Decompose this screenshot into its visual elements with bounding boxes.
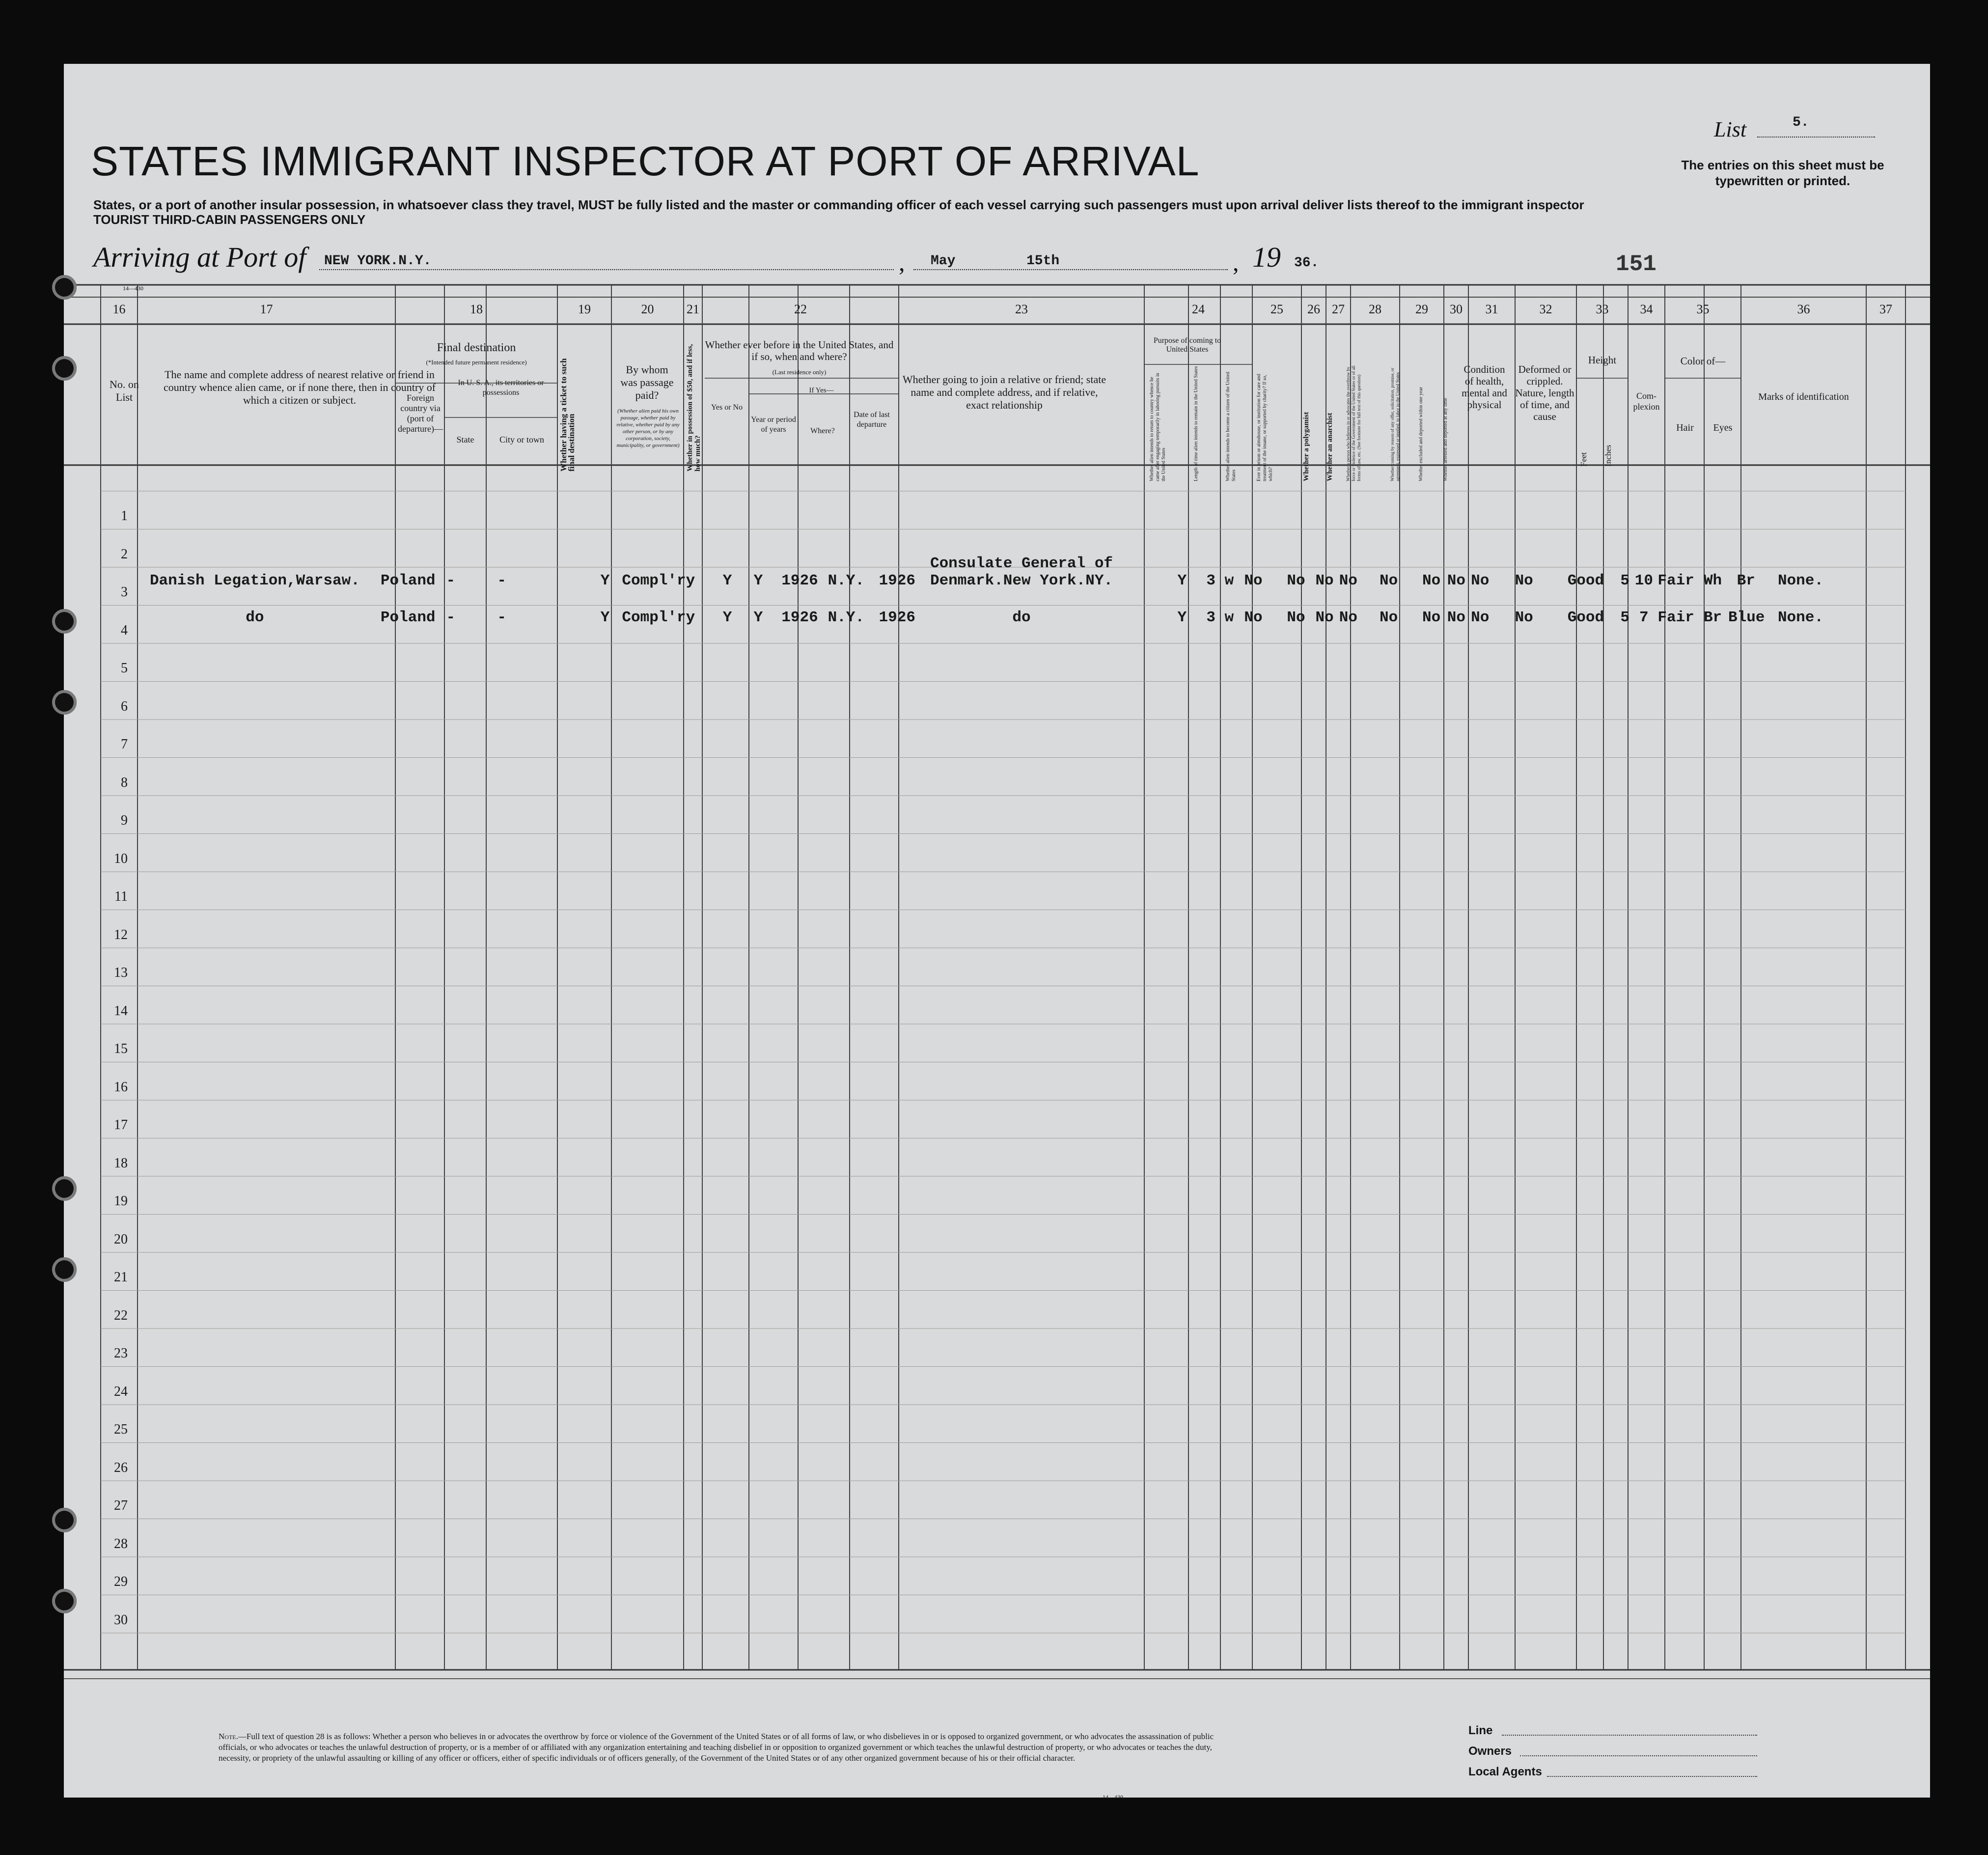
form-code-top: 14—430 (123, 285, 143, 292)
year-cell: 1926 (781, 572, 818, 589)
relative-cell: Danish Legation,Warsaw. (149, 572, 360, 589)
row-number: 21 (114, 1270, 128, 1285)
header-length: Length of time alien intends to remain in the United States (1193, 366, 1199, 481)
binder-hole-5 (52, 1176, 77, 1201)
binder-hole-8 (52, 1589, 77, 1613)
list-label: List (1714, 117, 1747, 141)
header-no-on-list: No. on List (110, 378, 139, 403)
binder-hole-7 (52, 1508, 77, 1532)
anarchist-cell: No (1339, 572, 1357, 589)
hair-cell: Wh (1703, 572, 1722, 589)
money-cell: Y (722, 609, 732, 626)
header-relative-address: The name and complete address of nearest relative or friend in country whence alien came, or if none there, then in country of which a citizen or subject. (163, 368, 436, 406)
return-cell: Y (1177, 572, 1187, 589)
header-subtitle: States, or a port of another insular possession, in whatsoever class they travel, MUST be fully listed and the master or commanding officer of each vessel carrying such passengers must upon arrival deliver lists thereof to the immigrant inspector (93, 197, 1584, 212)
departure-cell: 1926 (879, 572, 915, 589)
return-cell: Y (1177, 609, 1187, 626)
row-number: 3 (121, 584, 128, 600)
row-number: 5 (121, 661, 128, 676)
binder-hole-6 (52, 1257, 77, 1282)
overthrow-cell: No (1379, 572, 1398, 589)
arrested-cell: No (1471, 572, 1490, 589)
row-number: 15 (114, 1041, 128, 1056)
header-purpose: Purpose of coming to United States (1153, 336, 1221, 354)
column-number: 16 (112, 302, 126, 316)
header-arrested: Whether arrested and deported at any time (1443, 398, 1448, 481)
row-number: 19 (114, 1193, 128, 1209)
header-yes-no: Yes or No (711, 403, 743, 412)
header-final-destination-sub: (*Intended future permanent residence) (426, 359, 527, 366)
column-number: 17 (260, 302, 273, 316)
anarchist-cell: No (1339, 609, 1357, 626)
manifest-grid (64, 64, 1930, 1798)
class-line: TOURIST THIRD-CABIN PASSENGERS ONLY (93, 212, 366, 227)
manifest-sheet (64, 64, 1930, 1798)
row-number: 27 (114, 1498, 128, 1513)
header-year-period: Year or period of years (751, 415, 796, 434)
header-hair: Hair (1676, 422, 1694, 433)
row-number: 8 (121, 775, 128, 790)
owners-underline (1520, 1755, 1757, 1756)
inches-cell: 7 (1639, 609, 1649, 626)
header-eyes: Eyes (1713, 422, 1733, 433)
excluded-cell: No (1447, 572, 1465, 589)
header-inches: Inches (1603, 444, 1613, 467)
country-cell: Poland (380, 609, 436, 626)
deformed-cell: Good (1567, 609, 1604, 626)
column-number: 26 (1307, 302, 1320, 316)
relative-cell: do (246, 609, 264, 626)
header-ever-before: Whether ever before in the United States, and if so, when and where? (705, 339, 894, 362)
before-cell: Y (753, 609, 763, 626)
row-number: 23 (114, 1346, 128, 1361)
column-number: 27 (1332, 302, 1345, 316)
row-number: 7 (121, 737, 128, 752)
header-color-of: Color of— (1680, 355, 1726, 367)
column-number: 20 (641, 302, 654, 316)
header-offer: Whether coming by reason of any offer, solicitation, promise, or agreement, expressed or implied, to labor in the United States (1390, 367, 1400, 481)
column-number: 34 (1640, 302, 1653, 316)
header-date-departure: Date of last departure (854, 411, 890, 429)
column-number: 19 (578, 302, 591, 316)
row-number: 6 (121, 698, 128, 714)
city-cell: - (497, 572, 507, 589)
state-cell: - (446, 572, 456, 589)
binder-hole-4 (52, 690, 77, 715)
departure-cell: 1926 (879, 609, 915, 626)
row-number: 13 (114, 965, 128, 980)
row-number: 4 (121, 622, 128, 638)
offer-cell: No (1422, 572, 1441, 589)
line-label: Line (1468, 1724, 1493, 1737)
header-joining: Whether going to join a relative or friend; state name and complete address, and if relative, exact relationship (902, 373, 1106, 411)
header-height: Height (1588, 354, 1617, 366)
column-number: 37 (1879, 302, 1892, 316)
feet-cell: 5 (1620, 572, 1629, 589)
money-cell: Y (722, 572, 732, 589)
column-number: 32 (1539, 302, 1552, 316)
where-cell: N.Y. (828, 572, 864, 589)
ticket-cell: Y (600, 572, 610, 589)
header-prison: Ever in prison or almshouse, or institution for care and treatment of the insane, or supported by charity? If so, which? (1256, 374, 1273, 481)
owners-label: Owners (1468, 1744, 1512, 1758)
footnote (219, 1731, 1240, 1764)
header-money: Whether in possession of $50, and if less, how much? (686, 344, 702, 471)
ticket-cell: Y (600, 609, 610, 626)
citizen-cell: No (1244, 572, 1263, 589)
header-if-yes: If Yes— (809, 387, 834, 394)
row-number: 28 (114, 1536, 128, 1551)
paid-by-cell: Compl'ry (622, 572, 695, 589)
row-number: 16 (114, 1079, 128, 1095)
where-cell: N.Y. (828, 609, 864, 626)
header-in-usa: In U. S. A., its territories or possessions (458, 379, 544, 397)
column-number: 36 (1797, 302, 1810, 316)
list-number: 5. (1793, 115, 1809, 130)
column-number: 28 (1369, 302, 1381, 316)
complexion-cell: Fair (1657, 572, 1694, 589)
hair-cell: Br (1703, 609, 1722, 626)
health-cell: No (1515, 609, 1533, 626)
comma-2: , (1233, 249, 1239, 276)
header-foreign-country: Foreign country via (port of departure)— (398, 393, 443, 434)
day-value: 15th (1026, 253, 1060, 269)
date-underline (913, 269, 1228, 270)
agents-underline (1547, 1776, 1757, 1777)
polygamist-cell: No (1315, 609, 1334, 626)
port-underline (319, 269, 894, 270)
row-number: 17 (114, 1117, 128, 1133)
row-number: 2 (121, 546, 128, 562)
overthrow-cell: No (1379, 609, 1398, 626)
column-number: 22 (794, 302, 807, 316)
column-number: 21 (687, 302, 699, 316)
row-number: 10 (114, 851, 128, 866)
arrested-cell: No (1471, 609, 1490, 626)
header-deformed: Deformed or crippled. Nature, length of time, and cause (1515, 363, 1574, 422)
column-number: 23 (1015, 302, 1028, 316)
length-cell: 3 w (1206, 609, 1234, 626)
marks-cell: None. (1777, 572, 1823, 589)
header-ever-before-sub: (Last residence only) (772, 368, 827, 376)
page-title: STATES IMMIGRANT INSPECTOR AT PORT OF ARRIVAL (91, 138, 1200, 184)
header-polygamist: Whether a polygamist (1302, 412, 1310, 481)
joining-cell-line1: do (1012, 609, 1031, 626)
list-underline (1757, 137, 1875, 138)
agents-label: Local Agents (1468, 1765, 1542, 1778)
row-number: 14 (114, 1003, 128, 1019)
prison-cell: No (1287, 572, 1305, 589)
excluded-cell: No (1447, 609, 1465, 626)
row-number: 9 (121, 813, 128, 828)
month-value: May (931, 253, 956, 269)
header-passage-paid: By whom was passage paid? (620, 363, 674, 401)
row-number: 25 (114, 1422, 128, 1437)
health-cell: No (1515, 572, 1533, 589)
header-feet: Feet (1579, 452, 1588, 467)
comma-1: , (899, 249, 905, 276)
column-number: 31 (1485, 302, 1498, 316)
form-code-bottom: 14—430 (1103, 1794, 1123, 1800)
length-cell: 3 w (1206, 572, 1234, 589)
footnote-label: Note. (219, 1732, 238, 1741)
row-number: 12 (114, 927, 128, 942)
inches-cell: 10 (1634, 572, 1653, 589)
column-number: 33 (1596, 302, 1609, 316)
header-return: Whether alien intends to return to country whence he came after engaging temporarily in laboring pursuits in the United States (1149, 373, 1166, 481)
paid-by-cell: Compl'ry (622, 609, 695, 626)
year-prefix: 19 (1252, 241, 1281, 273)
eyes-cell: Br (1737, 572, 1755, 589)
polygamist-cell: No (1315, 572, 1334, 589)
header-ticket: Whether having a ticket to such final destination (559, 358, 576, 471)
header-state: State (456, 435, 474, 444)
feet-cell: 5 (1620, 609, 1629, 626)
complexion-cell: Fair (1657, 609, 1694, 626)
column-number: 25 (1270, 302, 1283, 316)
row-number: 1 (121, 508, 128, 524)
header-excluded: Whether excluded and deported within one year (1418, 387, 1424, 481)
header-final-destination: Final destination (437, 341, 516, 354)
citizen-cell: No (1244, 609, 1263, 626)
arriving-label: Arriving at Port of (93, 241, 306, 273)
year-suffix: 36. (1294, 255, 1319, 271)
header-complexion: Com-plexion (1633, 391, 1660, 412)
city-cell: - (497, 609, 507, 626)
stamp-number: 151 (1616, 251, 1657, 277)
country-cell: Poland (380, 572, 436, 589)
column-number: 30 (1450, 302, 1463, 316)
column-number: 35 (1696, 302, 1710, 316)
row-number: 18 (114, 1155, 128, 1171)
joining-cell-line2: Denmark.New York.NY. (930, 572, 1113, 589)
header-anarchist: Whether an anarchist (1326, 413, 1334, 481)
offer-cell: No (1422, 609, 1441, 626)
header-where: Where? (810, 427, 835, 435)
header-citizen: Whether alien intends to become a citizen of the United States (1225, 372, 1237, 481)
binder-hole-2 (52, 356, 77, 381)
column-number: 24 (1192, 302, 1205, 316)
deformed-cell: Good (1567, 572, 1604, 589)
column-number: 18 (470, 302, 483, 316)
row-number: 11 (114, 889, 128, 904)
column-number: 29 (1415, 302, 1428, 316)
row-number: 22 (114, 1307, 128, 1323)
header-health: Condition of health, mental and physical (1462, 363, 1507, 411)
typewritten-note-1: The entries on this sheet must be typewritten or printed. (1681, 158, 1884, 188)
joining-cell-line1: Consulate General of (930, 555, 1113, 572)
binder-hole-3 (52, 609, 77, 634)
binder-hole-1 (52, 275, 77, 300)
year-cell: 1926 (781, 609, 818, 626)
header-passage-sub: (Whether alien paid his own passage, whether paid by relative, whether paid by any other person, or by any corporation, society, municipality, or government) (616, 408, 680, 448)
row-number: 26 (114, 1460, 128, 1475)
header-marks: Marks of identification (1758, 391, 1849, 402)
port-value: NEW YORK.N.Y. (324, 253, 432, 269)
line-underline (1502, 1735, 1757, 1736)
row-number: 30 (114, 1612, 128, 1628)
state-cell: - (446, 609, 456, 626)
before-cell: Y (753, 572, 763, 589)
marks-cell: None. (1777, 609, 1823, 626)
footnote-text: —Full text of question 28 is as follows: Whether a person who believes in or advocates the overthrow by force or violence of the Government of the United States or of all forms of law, or who disbelieves in or is opposed to organized government, or who advocates the assassination of public officials, or who advocates or teaches the unlawful destruction of property, or is a member of or affiliated with any organization entertaining and teaching disbelief in or opposition to organized government or which teaches the unlawful destruction of property, or who advocates or teaches the duty, necessity, or propriety of the unlawful assaulting or killing of any officer or officers, either of specific individuals or of officers generally, of the Government of the United States or of any other organized government because of his or their official character. (219, 1732, 1214, 1763)
header-overthrow: Whether a person who believes in or advocates the overthrow by force or violence of the Government of the United States or of all forms of law, etc. (See footnote for full text of this question) (1346, 365, 1361, 481)
row-number: 20 (114, 1231, 128, 1247)
row-number: 24 (114, 1384, 128, 1399)
header-city: City or town (499, 435, 544, 444)
eyes-cell: Blue (1728, 609, 1765, 626)
row-number: 29 (114, 1574, 128, 1589)
prison-cell: No (1287, 609, 1305, 626)
